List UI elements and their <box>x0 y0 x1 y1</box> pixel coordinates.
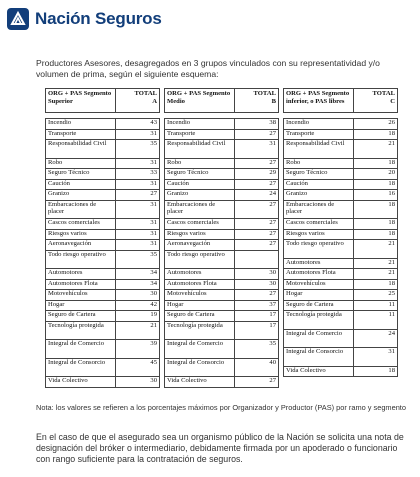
ramo-cell: Automotores <box>165 269 235 280</box>
table-row <box>165 169 279 180</box>
ramo-cell: Aeronavegación <box>46 240 116 251</box>
ramo-cell: Riesgos varios <box>284 229 354 240</box>
ramo-cell: Seguro Técnico <box>284 169 354 180</box>
nacion-shield-icon <box>6 7 30 31</box>
ramo-cell: Robo <box>284 158 354 169</box>
total-cell: 19 <box>116 311 160 322</box>
total-cell: 35 <box>116 250 160 269</box>
ramo-cell: Automotores Flota <box>46 279 116 290</box>
total-cell: 45 <box>116 358 160 377</box>
ramo-cell: Responsabilidad Civil <box>46 140 116 159</box>
total-cell: 34 <box>116 279 160 290</box>
total-cell: 18 <box>354 366 398 377</box>
ramo-cell: Todo riesgo operativo <box>165 250 235 269</box>
intro-text: Productores Asesores, desagregados en 3 grupos vinculados con su representatividad y/o volumen de prima, según el siguiente esquema: <box>36 58 380 79</box>
table-row <box>284 240 398 259</box>
table-row <box>284 258 398 269</box>
total-cell: 34 <box>116 269 160 280</box>
total-cell: 38 <box>235 119 279 130</box>
ramo-cell: Incendio <box>46 119 116 130</box>
ramo-cell: Todo riesgo operativo <box>284 240 354 259</box>
total-cell: 31 <box>354 348 398 367</box>
ramo-cell: Embarcaciones de placer <box>284 200 354 219</box>
total-cell: 37 <box>235 300 279 311</box>
total-cell: 27 <box>116 190 160 201</box>
table-row <box>46 279 160 290</box>
table-row <box>284 119 398 130</box>
table-row <box>165 179 279 190</box>
total-cell: 27 <box>235 240 279 251</box>
total-cell: 21 <box>354 240 398 259</box>
total-cell: 24 <box>354 329 398 348</box>
total-cell: 26 <box>354 119 398 130</box>
table-row <box>46 219 160 230</box>
table-row <box>46 358 160 377</box>
table-row <box>46 158 160 169</box>
table-row <box>284 219 398 230</box>
ramo-cell: Transporte <box>284 129 354 140</box>
total-cell: 25 <box>354 290 398 301</box>
table-row <box>46 290 160 301</box>
table-row <box>284 229 398 240</box>
total-cell: 33 <box>116 169 160 180</box>
total-cell: 35 <box>116 140 160 159</box>
total-cell: 30 <box>116 377 160 388</box>
table-row <box>46 140 160 159</box>
table-row <box>46 269 160 280</box>
table-row <box>284 179 398 190</box>
brand-logo <box>6 6 162 32</box>
table-row <box>284 366 398 377</box>
table-row <box>46 240 160 251</box>
total-cell: 31 <box>116 129 160 140</box>
ramo-cell: Seguro Técnico <box>46 169 116 180</box>
ramo-cell: Automotores <box>284 258 354 269</box>
ramo-cell: Seguro Técnico <box>165 169 235 180</box>
table-row <box>46 340 160 359</box>
total-cell: 29 <box>235 169 279 180</box>
table-row <box>46 321 160 340</box>
segment-header: ORG + PAS Segmento Superior <box>46 89 116 113</box>
ramo-cell: Integral de Comercio <box>165 340 235 359</box>
total-cell: 31 <box>116 179 160 190</box>
total-cell: 21 <box>116 321 160 340</box>
public-body-paragraph: En el caso de que el asegurado sea un organismo público de la Nación se solicita una nota de designación del bróker o intermediario, debidamente firmada por un apoderado o funcionario con rango suficiente para la contratación de seguros. <box>36 432 404 464</box>
total-cell: 18 <box>354 229 398 240</box>
ramo-cell: Riesgos varios <box>165 229 235 240</box>
table-row <box>46 129 160 140</box>
table-header-row <box>46 89 160 113</box>
total-cell: 27 <box>235 377 279 388</box>
table-row <box>165 229 279 240</box>
total-cell: 17 <box>235 321 279 340</box>
total-header-line: A <box>152 97 157 105</box>
table-row <box>284 290 398 301</box>
table-row <box>165 250 279 269</box>
ramo-cell: Tecnología protegida <box>284 311 354 330</box>
table-row <box>165 279 279 290</box>
table-row <box>165 377 279 388</box>
total-cell: 30 <box>235 269 279 280</box>
ramo-cell: Motovehículos <box>165 290 235 301</box>
brand-name: Nación Seguros <box>35 9 162 28</box>
ramo-cell: Integral de Comercio <box>284 329 354 348</box>
total-header <box>235 89 279 113</box>
total-cell: 27 <box>235 290 279 301</box>
table-header-row <box>284 89 398 113</box>
table-row <box>284 329 398 348</box>
segment-table-inferior <box>283 88 398 377</box>
total-cell: 17 <box>235 311 279 322</box>
table-row <box>46 119 160 130</box>
table-row <box>284 269 398 280</box>
ramo-cell: Transporte <box>46 129 116 140</box>
ramo-cell: Embarcaciones de placer <box>46 200 116 219</box>
total-header-line: TOTAL <box>372 90 395 97</box>
table-row <box>284 140 398 159</box>
ramo-cell: Embarcaciones de placer <box>165 200 235 219</box>
total-cell: 31 <box>116 219 160 230</box>
table-row <box>46 179 160 190</box>
ramo-cell: Aeronavegación <box>165 240 235 251</box>
ramo-cell: Seguro de Cartera <box>284 300 354 311</box>
segment-header: ORG + PAS Segmento Medio <box>165 89 235 113</box>
table-row <box>165 190 279 201</box>
total-cell: 30 <box>116 290 160 301</box>
ramo-cell: Vida Colectivo <box>284 366 354 377</box>
total-cell: 18 <box>354 279 398 290</box>
table-row <box>284 300 398 311</box>
total-cell: 27 <box>235 158 279 169</box>
total-cell: 27 <box>235 229 279 240</box>
total-cell: 21 <box>354 258 398 269</box>
ramo-cell: Riesgos varios <box>46 229 116 240</box>
ramo-cell: Cascos comerciales <box>165 219 235 230</box>
total-cell: 18 <box>354 158 398 169</box>
total-cell: 18 <box>354 219 398 230</box>
table-header-row <box>165 89 279 113</box>
ramo-cell: Caución <box>165 179 235 190</box>
table-row <box>165 200 279 219</box>
table-row <box>165 158 279 169</box>
total-cell: 20 <box>354 169 398 180</box>
table-row <box>284 311 398 330</box>
total-cell: 11 <box>354 300 398 311</box>
total-cell: 40 <box>235 358 279 377</box>
ramo-cell: Cascos comerciales <box>284 219 354 230</box>
table-row <box>165 290 279 301</box>
total-header <box>354 89 398 113</box>
table-row <box>165 219 279 230</box>
ramo-cell: Vida Colectivo <box>165 377 235 388</box>
total-cell: 27 <box>235 129 279 140</box>
table-row <box>46 169 160 180</box>
ramo-cell: Hogar <box>46 300 116 311</box>
total-cell: 31 <box>116 240 160 251</box>
table-row <box>165 340 279 359</box>
table-row <box>284 279 398 290</box>
table-row <box>46 300 160 311</box>
table-row <box>165 119 279 130</box>
table-row <box>46 377 160 388</box>
segment-header: ORG + PAS Segmento inferior, o PAS libres <box>284 89 354 113</box>
total-header-line: B <box>271 97 276 105</box>
table-row <box>46 200 160 219</box>
total-cell: 11 <box>354 311 398 330</box>
table-row <box>165 140 279 159</box>
total-cell: 31 <box>116 200 160 219</box>
table-row <box>284 169 398 180</box>
table-row <box>165 321 279 340</box>
ramo-cell: Integral de Comercio <box>46 340 116 359</box>
ramo-cell: Integral de Consorcio <box>284 348 354 367</box>
ramo-cell: Cascos comerciales <box>46 219 116 230</box>
total-header-line: TOTAL <box>253 90 276 97</box>
ramo-cell: Motovehículos <box>284 279 354 290</box>
ramo-cell: Tecnología protegida <box>165 321 235 340</box>
ramo-cell: Hogar <box>284 290 354 301</box>
ramo-cell: Automotores <box>46 269 116 280</box>
total-cell: 31 <box>116 229 160 240</box>
total-cell: 18 <box>354 129 398 140</box>
ramo-cell: Seguro de Cartera <box>165 311 235 322</box>
table-row <box>284 190 398 201</box>
footnote: Nota: los valores se refieren a los porcentajes máximos por Organizador y Productor (PAS) por ramo y segmento <box>36 403 406 412</box>
ramo-cell: Incendio <box>284 119 354 130</box>
total-header-line: C <box>390 97 395 105</box>
ramo-cell: Seguro de Cartera <box>46 311 116 322</box>
ramo-cell: Responsabilidad Civil <box>165 140 235 159</box>
table-row <box>284 129 398 140</box>
ramo-cell: Caución <box>46 179 116 190</box>
ramo-cell: Vida Colectivo <box>46 377 116 388</box>
table-row <box>165 311 279 322</box>
ramo-cell: Granizo <box>46 190 116 201</box>
table-row <box>284 158 398 169</box>
ramo-cell: Transporte <box>165 129 235 140</box>
total-cell: 21 <box>354 140 398 159</box>
table-row <box>165 240 279 251</box>
segment-table-superior <box>45 88 160 388</box>
ramo-cell: Caución <box>284 179 354 190</box>
table-row <box>46 190 160 201</box>
ramo-cell: Robo <box>46 158 116 169</box>
total-cell: 18 <box>354 179 398 190</box>
ramo-cell: Granizo <box>165 190 235 201</box>
ramo-cell: Incendio <box>165 119 235 130</box>
total-cell: 42 <box>116 300 160 311</box>
total-cell: 18 <box>354 200 398 219</box>
ramo-cell: Responsabilidad Civil <box>284 140 354 159</box>
ramo-cell: Tecnología protegida <box>46 321 116 340</box>
total-header <box>116 89 160 113</box>
ramo-cell: Integral de Consorcio <box>165 358 235 377</box>
ramo-cell: Granizo <box>284 190 354 201</box>
total-cell: 27 <box>235 179 279 190</box>
ramo-cell: Motovehículos <box>46 290 116 301</box>
table-row <box>284 348 398 367</box>
total-cell: 31 <box>116 158 160 169</box>
ramo-cell: Todo riesgo operativo <box>46 250 116 269</box>
total-cell: 27 <box>235 200 279 219</box>
ramo-cell: Hogar <box>165 300 235 311</box>
ramo-cell: Automotores Flota <box>165 279 235 290</box>
total-cell: 21 <box>354 269 398 280</box>
table-row <box>46 250 160 269</box>
total-header-line: TOTAL <box>134 90 157 97</box>
table-row <box>165 129 279 140</box>
total-cell: 31 <box>235 140 279 159</box>
ramo-cell: Robo <box>165 158 235 169</box>
total-cell: 43 <box>116 119 160 130</box>
table-row <box>284 200 398 219</box>
table-row <box>46 229 160 240</box>
total-cell: 27 <box>235 219 279 230</box>
total-cell <box>235 250 279 269</box>
table-row <box>165 269 279 280</box>
total-cell: 24 <box>235 190 279 201</box>
total-cell: 16 <box>354 190 398 201</box>
table-row <box>165 300 279 311</box>
ramo-cell: Automotores Flota <box>284 269 354 280</box>
table-row <box>46 311 160 322</box>
total-cell: 30 <box>235 279 279 290</box>
table-row <box>165 358 279 377</box>
ramo-cell: Integral de Consorcio <box>46 358 116 377</box>
total-cell: 35 <box>235 340 279 359</box>
total-cell: 39 <box>116 340 160 359</box>
segment-table-medio <box>164 88 279 388</box>
